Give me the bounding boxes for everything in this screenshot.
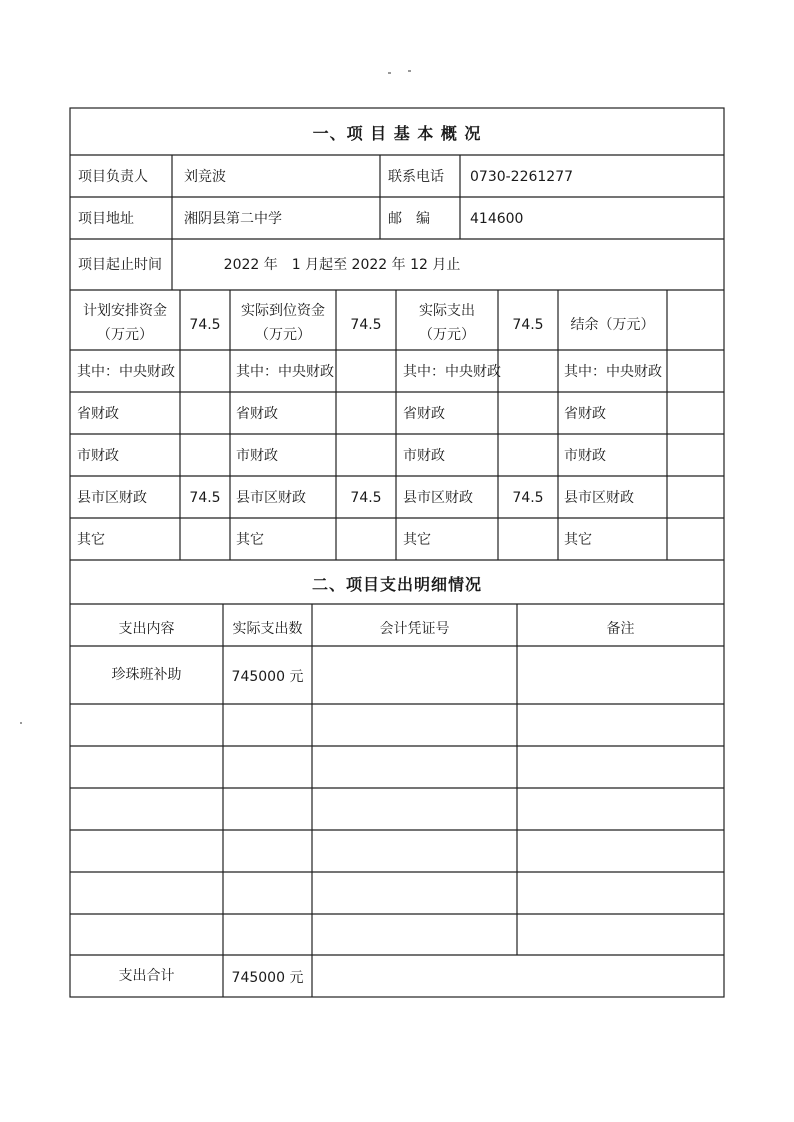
address-label: 项目地址 xyxy=(78,211,134,227)
funds-row-label: 其中：中央财政 xyxy=(564,364,662,380)
funds-row-label: 其它 xyxy=(564,532,592,548)
funds-row-label: 省财政 xyxy=(403,406,445,422)
received-funds-unit: （万元） xyxy=(255,327,311,343)
funds-row-label: 其它 xyxy=(403,532,431,548)
funds-row-label: 其它 xyxy=(236,532,264,548)
column-header: 会计凭证号 xyxy=(379,621,450,637)
scan-speck xyxy=(408,70,411,72)
planned-funds-value: 74.5 xyxy=(189,317,221,333)
received-funds-value: 74.5 xyxy=(350,317,382,333)
funds-row-label: 县市区财政 xyxy=(564,490,634,506)
funds-row-label: 其它 xyxy=(77,532,105,548)
section-title: 一、项 目 基 本 概 况 xyxy=(312,124,482,143)
funds-row-label: 其中：中央财政 xyxy=(403,364,501,380)
section-title: 二、项目支出明细情况 xyxy=(311,575,482,594)
period-value: 2022 年 1 月起至 2022 年 12 月止 xyxy=(223,257,461,273)
period-label: 项目起止时间 xyxy=(78,257,162,273)
funds-row-label: 市财政 xyxy=(77,448,119,464)
scan-speck xyxy=(20,722,22,724)
actual-spend-label: 实际支出 xyxy=(419,303,475,319)
address-value: 湘阴县第二中学 xyxy=(184,211,282,227)
postcode-label: 邮 编 xyxy=(388,211,430,227)
funds-row-label: 省财政 xyxy=(77,406,119,422)
total-value: 745000 元 xyxy=(231,970,304,986)
column-header: 备注 xyxy=(606,621,635,637)
funds-row-label: 县市区财政 xyxy=(403,490,473,506)
actual-spend-value: 74.5 xyxy=(512,317,544,333)
funds-row-label: 其中：中央财政 xyxy=(77,364,175,380)
planned-funds-label: 计划安排资金 xyxy=(83,303,167,319)
phone-value: 0730-2261277 xyxy=(470,169,574,185)
funds-row-label: 市财政 xyxy=(564,448,606,464)
leader-label: 项目负责人 xyxy=(78,169,148,185)
funds-row-value: 74.5 xyxy=(512,490,544,506)
funds-row-label: 县市区财政 xyxy=(77,490,147,506)
column-header: 实际支出数 xyxy=(232,621,303,637)
funds-row-label: 省财政 xyxy=(236,406,278,422)
balance-label: 结余（万元） xyxy=(570,317,655,333)
funds-row-label: 市财政 xyxy=(236,448,278,464)
funds-row-label: 省财政 xyxy=(564,406,606,422)
phone-label: 联系电话 xyxy=(388,169,444,185)
total-label: 支出合计 xyxy=(118,968,175,984)
funds-row-label: 市财政 xyxy=(403,448,445,464)
funds-row-value: 74.5 xyxy=(350,490,382,506)
table-cell: 珍珠班补助 xyxy=(111,667,182,683)
planned-funds-unit: （万元） xyxy=(97,327,153,343)
funds-row-value: 74.5 xyxy=(189,490,221,506)
received-funds-label: 实际到位资金 xyxy=(241,303,325,319)
leader-value: 刘竞波 xyxy=(184,169,226,185)
table-cell: 745000 元 xyxy=(231,669,304,685)
actual-spend-unit: （万元） xyxy=(419,327,475,343)
funds-row-label: 县市区财政 xyxy=(236,490,306,506)
postcode-value: 414600 xyxy=(470,211,524,227)
funds-row-label: 其中：中央财政 xyxy=(236,364,334,380)
scan-speck xyxy=(388,72,391,74)
column-header: 支出内容 xyxy=(118,621,175,637)
